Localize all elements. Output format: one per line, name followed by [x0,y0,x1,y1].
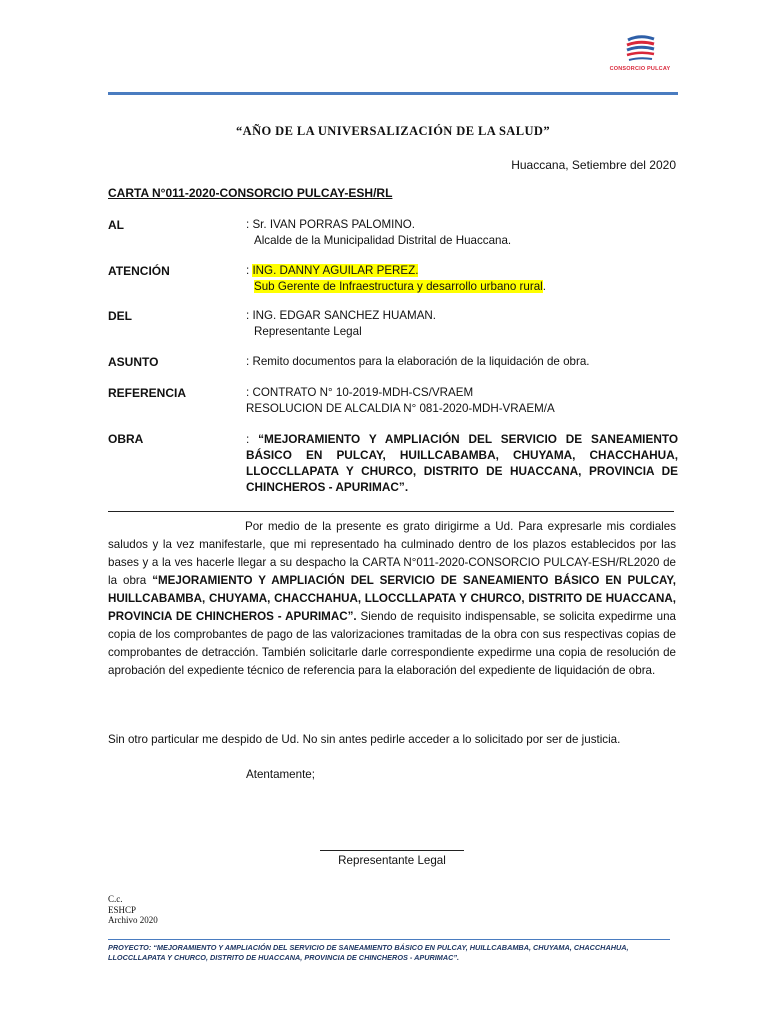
closing-sentence: Sin otro particular me despido de Ud. No sin antes pedirle acceder a lo solicitado por ser de justicia. [108,733,621,746]
field-value-obra [246,431,678,495]
field-label-al: AL [108,218,124,232]
field-value-atencion [246,263,678,295]
field-value-del [246,308,678,340]
field-label-asunto: ASUNTO [108,355,159,369]
reference-resolution: RESOLUCION DE ALCALDIA N° 081-2020-MDH-VRAEM/A [246,402,555,415]
field-value-asunto: : Remito documentos para la elaboración de la liquidación de obra. [246,355,590,368]
signature-line [320,850,464,851]
cc-label: C.c. [108,894,123,904]
farewell: Atentamente; [246,768,315,781]
project-title: “MEJORAMIENTO Y AMPLIACIÓN DEL SERVICIO DE SANEAMIENTO BÁSICO EN PULCAY, HUILLCABAMBA, CHUYAMA, CHACCHAHUA, LLOCCLLAPATA Y CHURCO, DISTRITO DE HUACCANA, PROVINCIA DE CHINCHEROS - APURIMAC”. [246,432,679,494]
field-value-referencia [246,385,678,417]
reference-contract: : CONTRATO N° 10-2019-MDH-CS/VRAEM [246,386,474,399]
logo-text: CONSORCIO PULCAY [609,66,671,72]
attention-role-period: . [542,280,546,293]
sender-role: Representante Legal [254,325,362,338]
field-value-al [246,217,678,249]
attention-name: ING. DANNY AGUILAR PEREZ. [252,264,419,277]
sender-name: : ING. EDGAR SANCHEZ HUAMAN. [246,309,437,322]
addressee-name: : Sr. IVAN PORRAS PALOMINO. [246,218,416,231]
header-divider [108,92,678,95]
addressee-role: Alcalde de la Municipalidad Distrital de Huaccana. [254,234,512,247]
body-paragraph [108,518,676,680]
body-project-title: “MEJORAMIENTO Y AMPLIACIÓN DEL SERVICIO DE SANEAMIENTO BÁSICO EN PULCAY, HUILLCABAMBA, CHUYAMA, CHACCHAHUA, LLOCCLLAPATA Y CHURCO, DISTRITO DE HUACCANA, PROVINCIA DE CHINCHEROS - APURIMAC”. [108,574,677,623]
signature-title: Representante Legal [338,854,446,867]
field-label-obra: OBRA [108,432,144,446]
section-divider [108,511,674,512]
footer-project: PROYECTO: “MEJORAMIENTO Y AMPLIACIÓN DEL SERVICIO DE SANEAMIENTO BÁSICO EN PULCAY, HUILLCABAMBA, CHUYAMA, CHACCHAHUA, LLOCCLLAPATA Y CHURCO, DISTRITO DE HUACCANA, PROVINCIA DE CHINCHEROS - APURIMAC”. [108,943,629,962]
body-text-part3: Siendo de requisito indispensable, se solicita expedirme una copia de los comprobantes de pago de las valorizaciones tramitadas de la obra con sus respectivas copias de comprobantes de detracción. También solicitarle darle correspondiente expedirme una copia de resolución de aprobación del expediente técnico de referencia para la elaboración del expediente de liquidación de obra. [108,610,676,677]
body-text-part1: Por medio de la presente es grato dirigirme a Ud. Para expresarle mis cordiales saludos y la vez manifestarle, que mi representado ha culminado dentro de los plazos establecidos por las bases y a la ves hacerle llegar a su despacho la CARTA N°011-2020-CONSORCIO PULCAY-ESH/RL2020 de la obra [108,520,676,587]
attention-role: Sub Gerente de Infraestructura y desarrollo urbano rural [254,280,543,293]
cc-archive: Archivo 2020 [108,915,158,925]
company-logo [600,30,680,76]
field-label-atencion: ATENCIÓN [108,264,170,278]
logo-emblem-icon [600,30,680,66]
year-motto: “AÑO DE LA UNIVERSALIZACIÓN DE LA SALUD” [236,124,550,138]
letter-number: CARTA N°011-2020-CONSORCIO PULCAY-ESH/RL [108,186,393,200]
atencion-colon: : [246,264,253,277]
cc-recipient: ESHCP [108,904,137,915]
carbon-copy [108,894,158,926]
footer-divider [108,939,670,940]
obra-colon: : [246,432,259,446]
field-label-referencia: REFERENCIA [108,386,187,400]
field-label-del: DEL [108,309,132,323]
letter-date: Huaccana, Setiembre del 2020 [511,158,676,172]
